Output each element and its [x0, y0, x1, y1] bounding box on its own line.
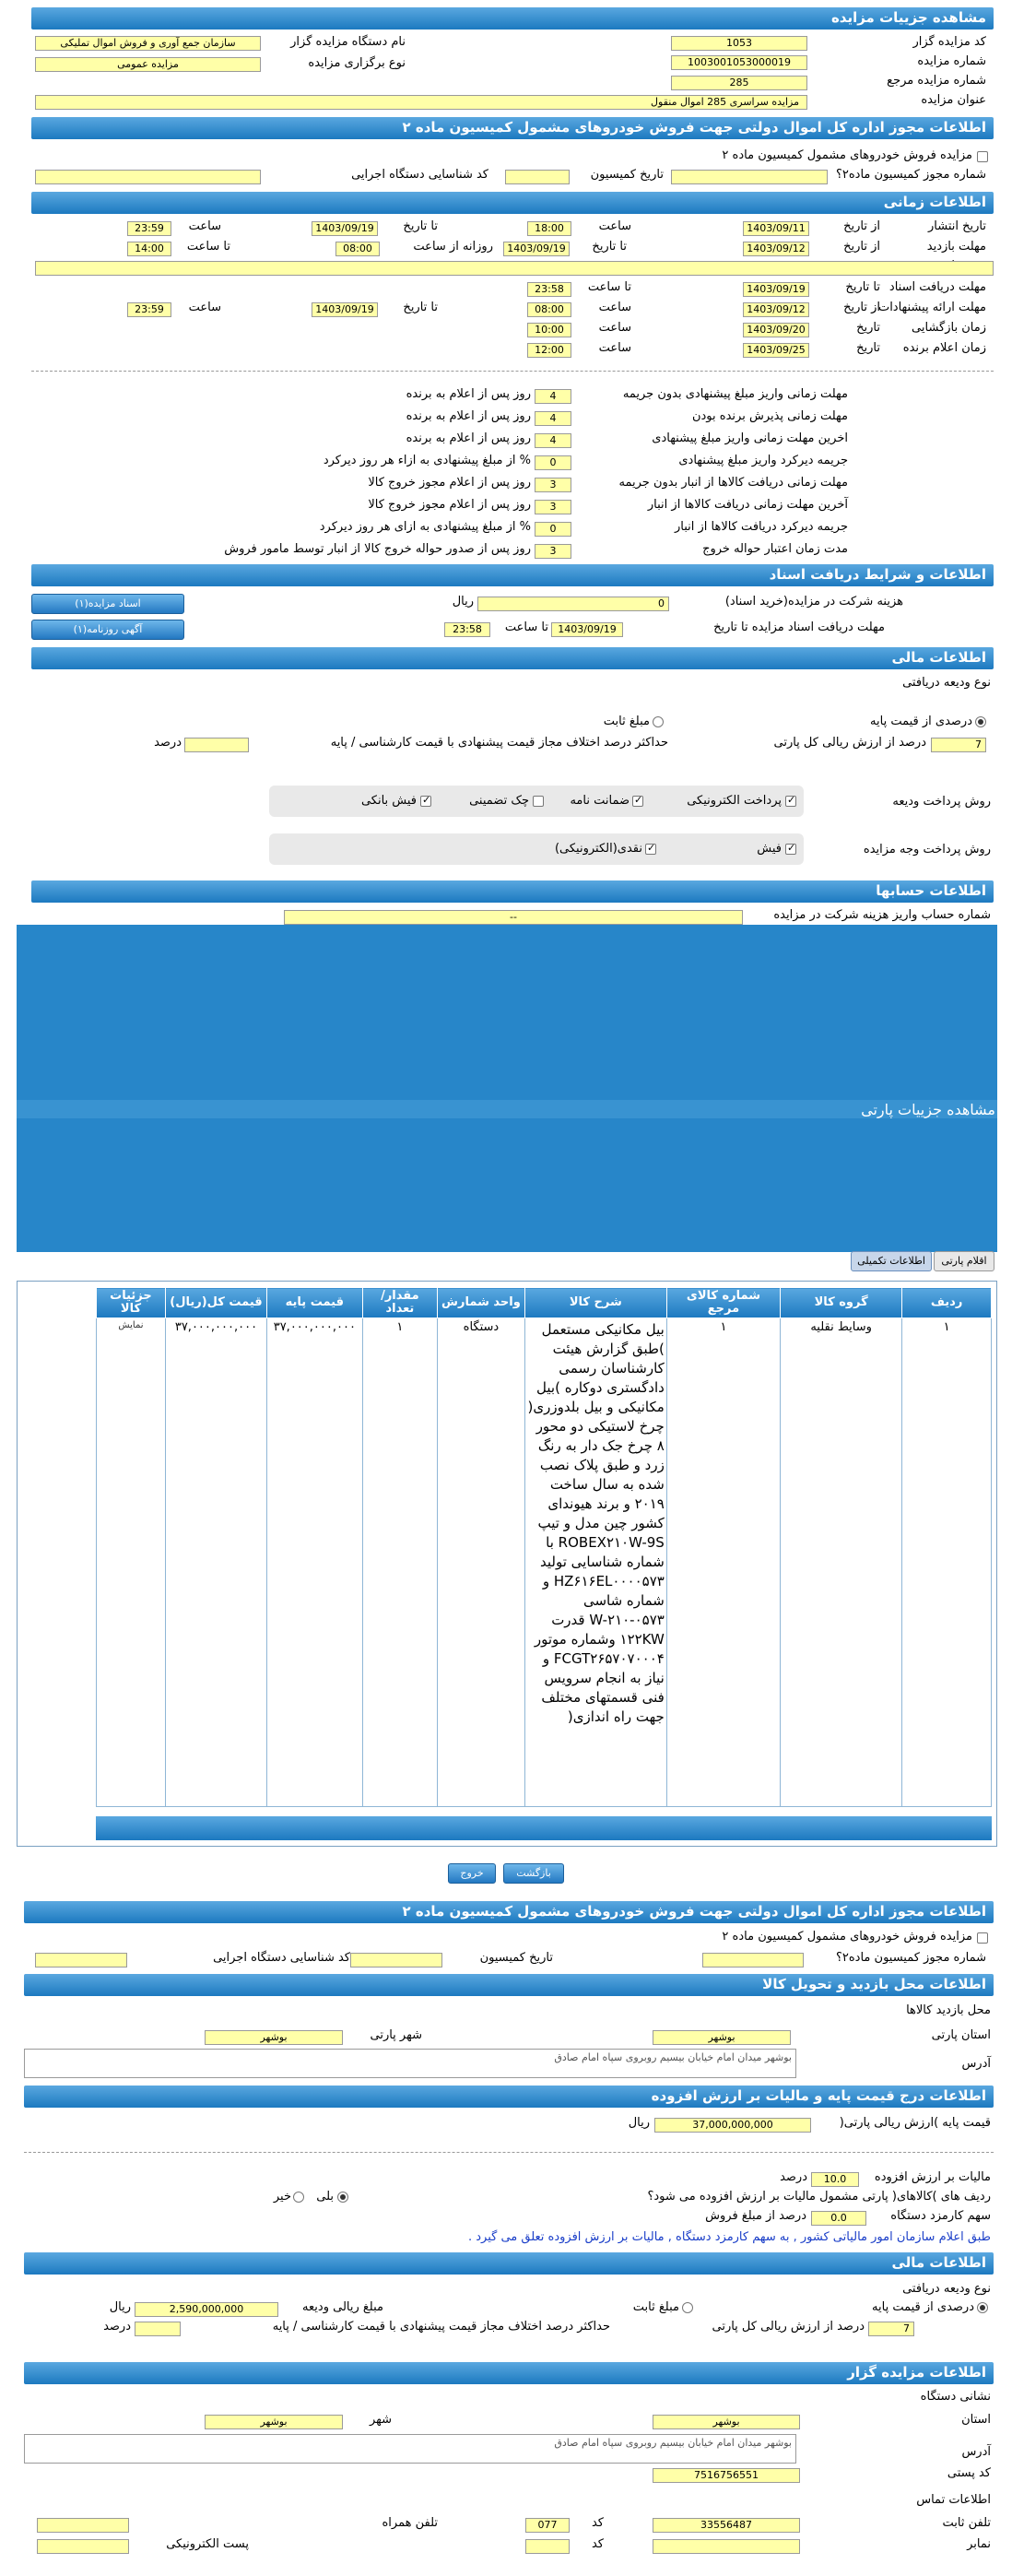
deadline-unit: روز پس از اعلام به برنده — [406, 387, 531, 401]
org-contact-title: اطلاعات تماس — [916, 2493, 991, 2507]
base-price-field: 37,000,000,000 — [654, 2118, 811, 2133]
deadline-unit: روز پس از صدور حواله خروج کالا از انبار توسط مامور فروش — [224, 542, 531, 556]
deadline-value: 3 — [535, 500, 571, 514]
vat-label: مالیات بر ارزش افزوده — [874, 2170, 991, 2184]
org-address-title: نشانی دستگاه — [920, 2390, 991, 2404]
price-slip-checkbox[interactable] — [785, 844, 796, 855]
publish-from-time: 18:00 — [527, 221, 571, 236]
publish-from-label: از تاریخ — [843, 219, 880, 233]
announce-time: 12:00 — [527, 343, 571, 358]
announce-time-label: ساعت — [598, 341, 631, 355]
table-cell-desc: بیل مکانیکی مستعمل )طبق گزارش هیئت کارشناسان رسمی دادگستری دوکاره )بیل مکانیکی و بیل بلدوزری( چرخ لاستیکی دو محور ۸ چرخ جک دار به رنگ زرد و طبق پلاک نصب شده به سال ساخت ۲۰۱۹ و برند هیوندای کشور چین مدل و تیپ ROBEX۲۱۰W-9S با شماره شناسایی تولید HZ۶۱۶EL۰۰۰۰۵۷۳ و شماره شاسی W-۲۱۰-۰۵۷۳ قدرت ۱۲۲KW وشماره موتور FCGT۲۶۵۷۰۷۰۰۰۴ و نیاز به انجام سرویس فنی قسمتهای مختلف جهت راه اندازی( — [524, 1318, 666, 1807]
org-address-label: آدرس — [961, 2445, 991, 2459]
license2-checkbox[interactable] — [977, 1932, 988, 1944]
offer-label: مهلت ارائه پیشنهادات — [877, 301, 986, 314]
deposit2-fixed-label: مبلغ ثابت — [632, 2300, 679, 2314]
table-cell-idx: ۱ — [902, 1318, 992, 1807]
max-diff2-field — [135, 2322, 181, 2336]
deadline-value: 0 — [535, 522, 571, 537]
deposit2-percent-label: درصدی از قیمت پایه — [872, 2300, 974, 2314]
deadline-unit: روز پس از اعلام به برنده — [406, 431, 531, 445]
org-phone-label: تلفن ثابت — [942, 2516, 991, 2530]
announce-date: 1403/09/25 — [743, 343, 809, 358]
accounts-header — [31, 880, 994, 903]
deadline-value: 3 — [535, 478, 571, 492]
deposit-percent-radio[interactable] — [975, 716, 986, 727]
table-cell-total: ۳۷,۰۰۰,۰۰۰,۰۰۰ — [165, 1318, 266, 1807]
column-header: قیمت کل(ریال) — [165, 1288, 266, 1318]
divider — [31, 371, 994, 372]
column-header: ردیف — [902, 1288, 992, 1318]
visit-location-header — [24, 1974, 994, 1996]
org-header — [24, 2362, 994, 2384]
max-diff-unit: درصد — [154, 736, 182, 750]
finance2-header — [24, 2252, 994, 2275]
price-method-group — [269, 833, 804, 865]
opening-time: 10:00 — [527, 323, 571, 337]
org-city-label: شهر — [369, 2413, 392, 2427]
table-cell-group: وسایط نقلیه — [781, 1318, 902, 1807]
deadline-value: 4 — [535, 411, 571, 426]
timing-header-text: اطلاعات زمانی — [883, 194, 986, 210]
publish-to-label: تا تاریخ — [403, 219, 438, 233]
price-slip-label: فیش — [757, 842, 782, 856]
org-mobile-label: تلفن همراه — [382, 2516, 438, 2530]
deposit2-percent-suffix: درصد از ارزش ریالی کل پارتی — [712, 2320, 865, 2334]
title-label: عنوان مزایده — [921, 93, 986, 107]
fee-share-field: 0.0 — [811, 2211, 866, 2226]
commission-no-label: شماره مجوز کمیسیون ماده۲؟ — [835, 168, 986, 182]
method-cheque-checkbox[interactable] — [533, 796, 544, 807]
visit-to-time-label: تا ساعت — [186, 240, 230, 254]
org-postal-field: 7516756551 — [653, 2468, 800, 2483]
price-method-label: روش پرداخت وجه مزایده — [863, 843, 991, 857]
org-province-field: بوشهر — [653, 2415, 800, 2429]
deadline-unit: روز پس از اعلام به برنده — [406, 409, 531, 423]
base-price-label: قیمت پایه )ارزش ریالی پارتی( — [839, 2116, 991, 2130]
deposit-type-label: نوع ودیعه دریافتی — [902, 676, 991, 690]
exec2-id-field — [35, 1953, 127, 1967]
vat-question: ردیف های )کالاهای( پارتی مشمول مالیات بر ارزش افزوده می شود؟ — [647, 2190, 991, 2204]
method-bank-slip-label: فیش بانکی — [360, 794, 417, 808]
deadline-label: اخرین مهلت زمانی واریز مبلغ پیشنهادی — [652, 431, 848, 445]
table-cell-detail[interactable]: نمایش — [97, 1318, 166, 1807]
commission-no-field — [671, 170, 828, 184]
commission2-date-field — [350, 1953, 442, 1967]
offer-to-label: تا تاریخ — [403, 301, 438, 314]
org-header-text: اطلاعات مزایده گزار — [847, 2364, 986, 2381]
deposit-fixed-radio[interactable] — [653, 716, 664, 727]
title-field: مزایده سراسری 285 اموال منقول — [35, 95, 807, 110]
commission-date-field — [505, 170, 570, 184]
commission2-no-field — [702, 1953, 804, 1967]
method-cheque-label: چک تضمینی — [469, 794, 529, 808]
visit-address-field: بوشهر میدان امام خیابان بیسیم روبروی سپاه امام صادق — [24, 2049, 796, 2078]
deposit2-type-label: نوع ودیعه دریافتی — [902, 2282, 991, 2296]
deadline-unit: % از مبلغ پیشنهادی به ازاء هر روز دیرکرد — [323, 454, 531, 467]
column-header: قیمت پایه — [266, 1288, 362, 1318]
deadline-label: جریمه دیرکرد دریافت کالاها از انبار — [675, 520, 848, 534]
publish-from-date: 1403/09/11 — [743, 221, 809, 236]
commission-date-label: تاریخ کمیسیون — [590, 168, 664, 182]
deadline-unit: % از مبلغ پیشنهادی به ازای هر روز دیرکرد — [319, 520, 531, 534]
org-phone-code-field: 077 — [525, 2518, 570, 2533]
column-header: جزئیات کالا — [97, 1288, 166, 1318]
table-cell-base: ۳۷,۰۰۰,۰۰۰,۰۰۰ — [266, 1318, 362, 1807]
opening-date-label: تاریخ — [856, 321, 880, 335]
finance2-header-text: اطلاعات مالی — [891, 2254, 986, 2271]
table-row — [97, 1318, 992, 1807]
column-header: مقدار/ تعداد — [362, 1288, 437, 1318]
commission2-no-label: شماره مجوز کمیسیون ماده۲؟ — [835, 1951, 986, 1965]
org-fax-code-field — [525, 2539, 570, 2554]
visit-to-date: 1403/09/19 — [503, 242, 570, 256]
deposit-method-label: روش پرداخت ودیعه — [892, 795, 991, 809]
offer-from-time-label: ساعت — [598, 301, 631, 314]
vat-field: 10.0 — [811, 2172, 859, 2187]
account-label: شماره حساب واریز هزینه شرکت در مزایده — [773, 908, 991, 922]
publish-from-time-label: ساعت — [598, 219, 631, 233]
type-field: مزایده عمومی — [35, 57, 261, 72]
visit-to-label: تا تاریخ — [592, 240, 627, 254]
base-price-unit: ریال — [628, 2116, 650, 2130]
doc-fee-label: هزینه شرکت در مزایده(خرید اسناد) — [724, 595, 903, 609]
license-checkbox-label: مزایده فروش خودروهای مشمول کمیسیون ماده ۲ — [722, 148, 972, 162]
org-phone-code-label: کد — [591, 2516, 604, 2530]
doc-deadline-date: 1403/09/19 — [551, 622, 623, 637]
divider — [24, 2152, 994, 2153]
deadline-label: مهلت زمانی پذیرش برنده بودن — [691, 409, 848, 423]
org-fax-field — [653, 2539, 800, 2554]
tax-header-text: اطلاعات درج قیمت پایه و مالیات بر ارزش افزوده — [651, 2087, 986, 2104]
visit-label: مهلت بازدید — [926, 240, 986, 254]
org-postal-label: کد پستی — [947, 2466, 991, 2480]
page-title-bar — [31, 7, 994, 30]
opening-time-label: ساعت — [598, 321, 631, 335]
doc-to-time: 23:58 — [527, 282, 571, 297]
deposit-fixed-label: مبلغ ثابت — [603, 715, 650, 728]
visit-city-field: بوشهر — [205, 2030, 343, 2045]
party-overlay — [17, 925, 997, 1252]
offer-from-date: 1403/09/12 — [743, 302, 809, 317]
vat-unit: درصد — [780, 2170, 807, 2184]
visit-place-label: محل بازدید کالاها — [906, 2003, 991, 2017]
docs-download-button[interactable]: اسناد مزایده(۱) — [31, 594, 184, 614]
org-phone-field: 33556487 — [653, 2518, 800, 2533]
price-cash-checkbox[interactable] — [645, 844, 656, 855]
offer-from-label: از تاریخ — [843, 301, 880, 314]
deadline-label: مهلت زمانی واریز مبلغ پیشنهادی بدون جریمه — [622, 387, 848, 401]
column-header: شرح کالا — [524, 1288, 666, 1318]
tax-header — [24, 2086, 994, 2108]
vat-no-radio[interactable] — [293, 2192, 304, 2203]
doc-fee-unit: ریال — [452, 595, 474, 609]
deadline-value: 3 — [535, 544, 571, 559]
newspaper-ad-button[interactable]: آگهی روزنامه(۱) — [31, 620, 184, 640]
doc-deadline-label: مهلت دریافت اسناد مزایده تا تاریخ — [713, 620, 885, 634]
method-electronic-checkbox[interactable] — [785, 796, 796, 807]
page-title: مشاهده جزییات مزایده — [830, 9, 986, 26]
visit-to-time: 14:00 — [127, 242, 171, 256]
exec-id-field — [35, 170, 261, 184]
code-field: 1053 — [671, 36, 807, 51]
org-address-field: بوشهر میدان امام خیابان بیسیم روبروی سپاه امام صادق — [24, 2434, 796, 2464]
column-header: واحد شمارش — [438, 1288, 525, 1318]
tab-party-items[interactable]: اقلام پارتی — [934, 1251, 994, 1271]
org-email-label: پست الکترونیکی — [166, 2537, 249, 2551]
org-mobile-field — [37, 2518, 129, 2533]
visit-from-label: از تاریخ — [843, 240, 880, 254]
visit-from-date: 1403/09/12 — [743, 242, 809, 256]
offer-to-date: 1403/09/19 — [312, 302, 378, 317]
doc-deadline-time-label: تا ساعت — [504, 620, 548, 634]
vat-note: طبق اعلام سازمان امور مالیاتی کشور , به سهم کارمزد دستگاه , مالیات بر ارزش افزوده تعلق می گیرد . — [467, 2230, 991, 2244]
visit-city-label: شهر پارتی — [370, 2028, 422, 2042]
org-email-field — [37, 2539, 129, 2554]
org-province-label: استان — [961, 2413, 991, 2427]
description-field — [35, 261, 994, 276]
announce-label: زمان اعلام برنده — [902, 341, 986, 355]
table-footer — [96, 1816, 992, 1840]
doc-to-time-label: تا ساعت — [587, 280, 631, 294]
org-fax-label: نمابر — [967, 2537, 991, 2551]
deadline-label: آخرین مهلت زمانی دریافت کالاها از انبار — [647, 498, 848, 512]
finance-header — [31, 647, 994, 669]
timing-header — [31, 192, 994, 214]
type-label: نوع برگزاری مزایده — [308, 56, 406, 70]
method-bank-slip-checkbox[interactable] — [420, 796, 431, 807]
deposit-percent-label: درصدی از قیمت پایه — [870, 715, 972, 728]
deposit2-amount-unit: ریال — [109, 2300, 131, 2314]
back-button[interactable]: بازگشت — [503, 1863, 564, 1884]
fee-share-unit: درصد از مبلغ فروش — [705, 2209, 806, 2223]
license-checkbox[interactable] — [977, 151, 988, 162]
doc-receive-label: مهلت دریافت اسناد — [888, 280, 986, 294]
deadline-value: 4 — [535, 433, 571, 448]
visit-address-label: آدرس — [961, 2057, 991, 2071]
visit-province-field: بوشهر — [653, 2030, 791, 2045]
deadline-label: جریمه دیرکرد واریز مبلغ پیشنهادی — [678, 454, 848, 467]
deadline-value: 0 — [535, 455, 571, 470]
offer-to-time-label: ساعت — [188, 301, 221, 314]
price-cash-label: نقدی(الکترونیکی) — [554, 842, 642, 856]
org-fax-code-label: کد — [591, 2537, 604, 2551]
account-field: -- — [284, 910, 743, 925]
org-field: سازمان جمع آوری و فروش اموال تملیکی — [35, 36, 261, 51]
deposit2-percent-radio[interactable] — [977, 2302, 988, 2313]
method-guarantee-label: ضمانت نامه — [570, 794, 630, 808]
vat-yes-radio[interactable] — [337, 2192, 348, 2203]
max-diff-label: حداکثر درصد اختلاف مجاز قیمت پیشنهادی با قیمت کارشناسی / پایه — [330, 736, 668, 750]
license-header-text: اطلاعات مجوز اداره کل اموال دولتی جهت فروش خودروهای مشمول کمیسیون ماده ۲ — [402, 119, 986, 136]
exec-id-label: کد شناسایی دستگاه اجرایی — [351, 168, 488, 182]
doc-to-label: تا تاریخ — [845, 280, 880, 294]
license-header — [31, 117, 994, 139]
vat-no-label: خیر — [273, 2190, 291, 2204]
table-cell-ref: ۱ — [666, 1318, 780, 1807]
deadline-label: مدت زمان اعتبار حواله خروج — [702, 542, 848, 556]
number-field: 1003001053000019 — [671, 55, 807, 70]
opening-label: زمان بازگشایی — [912, 321, 986, 335]
column-header: شماره کالای مرجع — [666, 1288, 780, 1318]
announce-date-label: تاریخ — [856, 341, 880, 355]
ref-label: شماره مزایده مرجع — [887, 74, 986, 88]
fee-share-label: سهم کارمزد دستگاه — [890, 2209, 991, 2223]
finance-header-text: اطلاعات مالی — [891, 649, 986, 666]
column-header: گروه کالا — [781, 1288, 902, 1318]
accounts-header-text: اطلاعات حسابها — [876, 882, 986, 899]
docs-header-text: اطلاعات و شرایط دریافت اسناد — [769, 566, 986, 583]
license2-header-text: اطلاعات مجوز اداره کل اموال دولتی جهت فروش خودروهای مشمول کمیسیون ماده ۲ — [402, 1903, 986, 1920]
publish-label: تاریخ انتشار — [928, 219, 986, 233]
max-diff2-unit: درصد — [103, 2320, 131, 2334]
deposit-percent-field: 7 — [931, 738, 986, 752]
exit-button[interactable]: خروج — [448, 1863, 496, 1884]
deadline-label: مهلت زمانی دریافت کالاها از انبار بدون جریمه — [618, 476, 848, 490]
number-label: شماره مزایده — [917, 54, 986, 68]
org-label: نام دستگاه مزایده گزار — [290, 35, 406, 49]
visit-daily-time: 08:00 — [335, 242, 380, 256]
method-electronic-label: پرداخت الکترونیکی — [687, 794, 782, 808]
publish-to-date: 1403/09/19 — [312, 221, 378, 236]
method-guarantee-checkbox[interactable] — [632, 796, 643, 807]
visit-province-label: استان پارتی — [931, 2028, 991, 2042]
publish-to-time-label: ساعت — [188, 219, 221, 233]
max-diff-field — [184, 738, 249, 752]
vat-yes-label: بلی — [316, 2190, 334, 2204]
ref-field: 285 — [671, 76, 807, 90]
deposit2-fixed-radio[interactable] — [682, 2302, 693, 2313]
offer-from-time: 08:00 — [527, 302, 571, 317]
org-city-field: بوشهر — [205, 2415, 343, 2429]
commission2-date-label: تاریخ کمیسیون — [479, 1951, 553, 1965]
opening-date: 1403/09/20 — [743, 323, 809, 337]
visit-location-header-text: اطلاعات محل بازدید و تحویل کالا — [762, 1976, 986, 1992]
deposit2-percent-field: 7 — [868, 2322, 914, 2336]
license2-header — [24, 1901, 994, 1923]
table-header-row — [97, 1288, 992, 1318]
code-label: کد مزایده گزار — [912, 35, 986, 49]
party-title: مشاهده جزییات پارتی — [861, 1101, 995, 1118]
doc-fee-field: 0 — [477, 597, 669, 611]
deadline-unit: روز پس از اعلام مجوز خروج کالا — [368, 498, 531, 512]
deposit2-amount-field: 2,590,000,000 — [135, 2302, 278, 2317]
license2-checkbox-label: مزایده فروش خودروهای مشمول کمیسیون ماده ۲ — [722, 1930, 972, 1944]
table-cell-qty: ۱ — [362, 1318, 437, 1807]
max-diff2-label: حداکثر درصد اختلاف مجاز قیمت پیشنهادی با قیمت کارشناسی / پایه — [272, 2320, 610, 2334]
exec2-id-label: کد شناسایی دستگاه اجرایی — [213, 1951, 350, 1965]
publish-to-time: 23:59 — [127, 221, 171, 236]
deposit2-amount-label: مبلغ ریالی ودیعه — [302, 2300, 383, 2314]
deadline-unit: روز پس از اعلام مجوز خروج کالا — [368, 476, 531, 490]
table-cell-unit: دستگاه — [438, 1318, 525, 1807]
visit-daily-label: روزانه از ساعت — [413, 240, 493, 254]
doc-deadline-time: 23:58 — [444, 622, 490, 637]
docs-header — [31, 564, 994, 586]
tab-extra-info[interactable]: اطلاعات تکمیلی — [851, 1251, 932, 1271]
doc-to-date: 1403/09/19 — [743, 282, 809, 297]
party-items-table — [96, 1287, 992, 1807]
offer-to-time: 23:59 — [127, 302, 171, 317]
deposit-percent-suffix: درصد از ارزش ریالی کل پارتی — [773, 736, 926, 750]
deadline-value: 4 — [535, 389, 571, 404]
